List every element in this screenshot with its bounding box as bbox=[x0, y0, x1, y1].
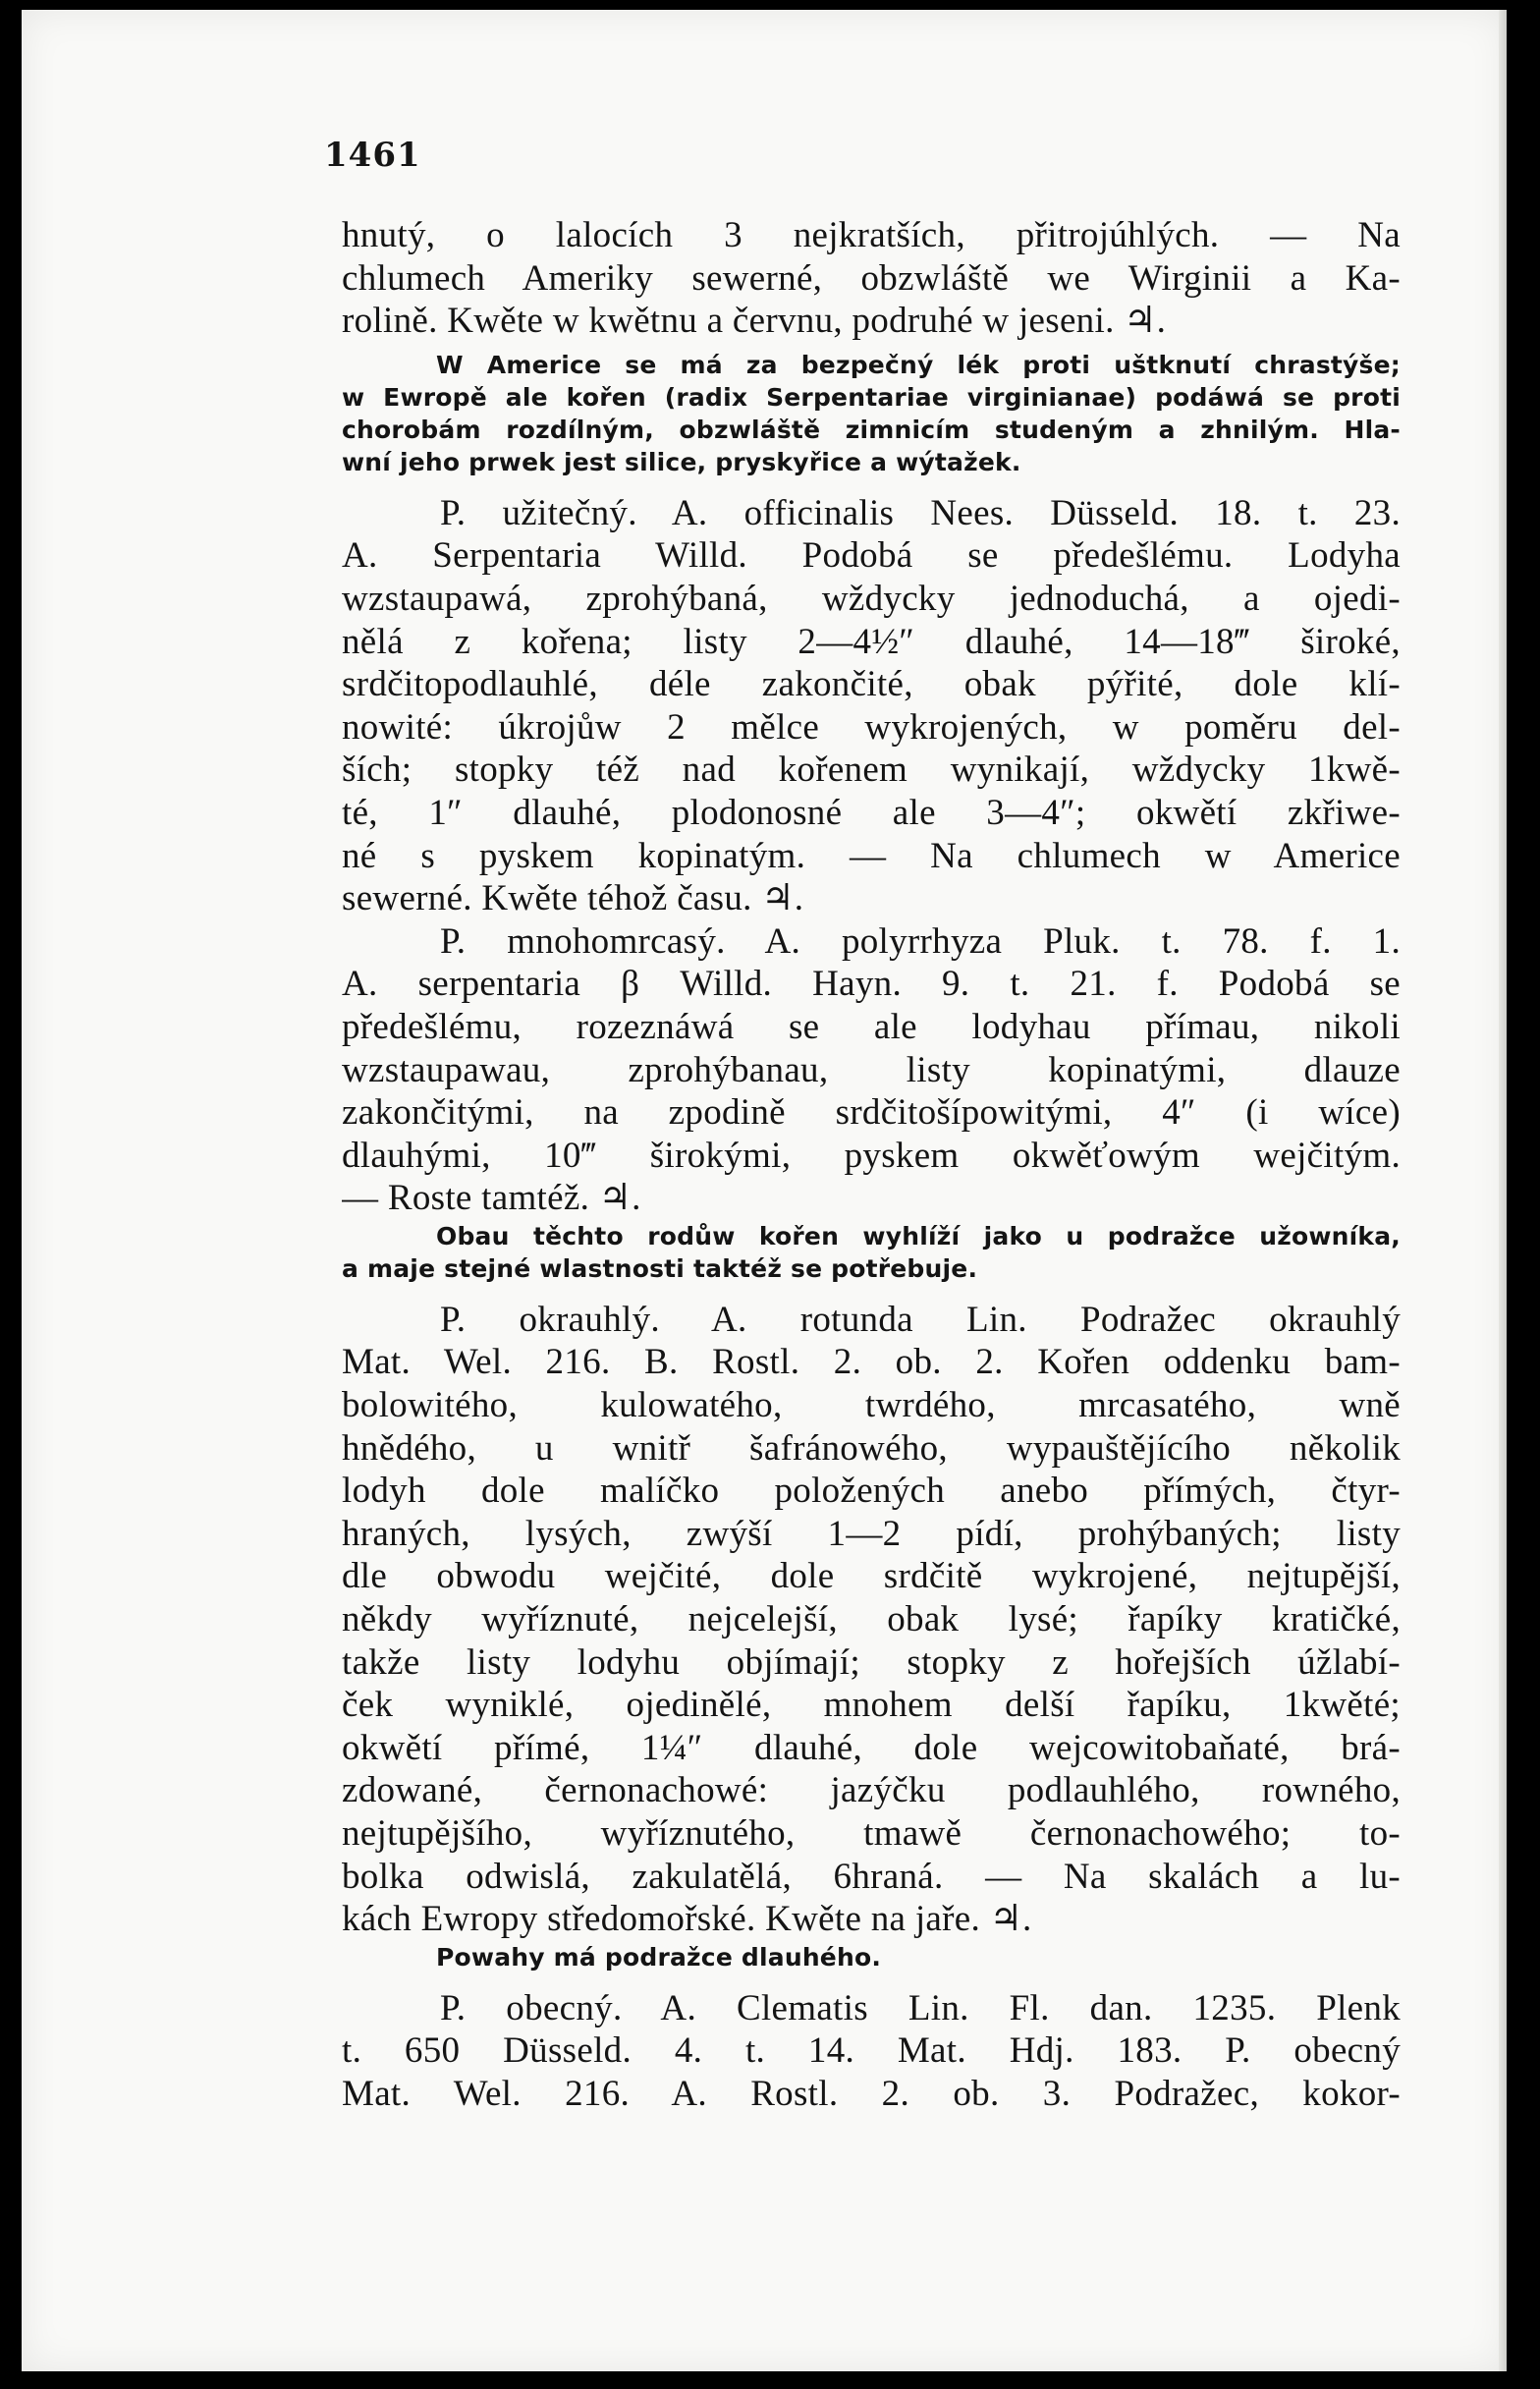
page-number: 1461 bbox=[324, 136, 421, 175]
text-line: A. serpentaria β Willd. Hayn. 9. t. 21. f. Podobá se bbox=[342, 964, 1401, 1005]
text-line: né s pyskem kopinatým. — Na chlumech w Americe bbox=[342, 835, 1401, 876]
text-line: hraných, lysých, zwýší 1—2 pídí, prohýbaných; listy bbox=[342, 1513, 1401, 1554]
note-line: wní jeho prwek jest silice, pryskyřice a wýtažek. bbox=[342, 447, 1021, 476]
text-line: wzstaupawau, zprohýbanau, listy kopinatými, dlauze bbox=[342, 1049, 1401, 1090]
text-line: někdy wyříznuté, nejcelejší, obak lysé; řapíky kratičké, bbox=[342, 1599, 1401, 1640]
text-line: nowité: úkrojůw 2 mělce wykrojených, w poměru del- bbox=[342, 706, 1401, 748]
spacer bbox=[342, 1973, 1401, 1987]
page-edge bbox=[1499, 10, 1507, 2371]
note-line: Obau těchto rodůw kořen wyhlíží jako u podražce užowníka, bbox=[436, 1221, 1401, 1250]
text-line: dlauhými, 10‴ širokými, pyskem okwěťowým wejčitým. bbox=[342, 1135, 1401, 1176]
text-line: okwětí přímé, 1¼″ dlauhé, dole wejcowitobaňaté, brá- bbox=[342, 1727, 1401, 1768]
text-line: předešlému, rozeznáwá se ale lodyhau přímau, nikoli bbox=[342, 1006, 1401, 1047]
text-line: hnědého, u wnitř šafránowého, wypauštějícího několik bbox=[342, 1427, 1401, 1469]
note-line: a maje stejné wlastnosti taktéž se potřebuje. bbox=[342, 1253, 978, 1283]
text-line: wzstaupawá, zprohýbaná, wždycky jednoduchá, a ojedi- bbox=[342, 578, 1401, 619]
note-line: chorobám rozdílným, obzwláště zimnicím studeným a zhnilým. Hla- bbox=[342, 415, 1401, 444]
text-line: dle obwodu wejčité, dole srdčitě wykrojené, nejtupější, bbox=[342, 1556, 1401, 1597]
spacer bbox=[342, 1285, 1401, 1299]
note-line: Powahy má podražce dlauhého. bbox=[436, 1942, 882, 1972]
note-line: W Americe se má za bezpečný lék proti uštknutí chrastýše; bbox=[436, 350, 1401, 379]
note-line: w Ewropě ale kořen (radix Serpentariae virginianae) podáwá se proti bbox=[342, 382, 1401, 412]
text-line: nělá z kořena; listy 2—4½″ dlauhé, 14—18‴ široké, bbox=[342, 621, 1401, 662]
text-line: té, 1″ dlauhé, plodonosné ale 3—4″; okwětí zkřiwe- bbox=[342, 792, 1401, 833]
text-line: bolka odwislá, zakulatělá, 6hraná. — Na skalách a lu- bbox=[342, 1856, 1401, 1897]
text-line: kách Ewropy středomořské. Kwěte na jaře. ♃. bbox=[342, 1899, 1032, 1940]
text-line: zdowané, černonachowé: jazýčku podlauhlého, rowného, bbox=[342, 1770, 1401, 1811]
spacer bbox=[342, 478, 1401, 492]
species-heading-line: P. okrauhlý. A. rotunda Lin. Podražec okrauhlý bbox=[440, 1299, 1401, 1340]
text-line: rolině. Kwěte w kwětnu a červnu, podruhé w jeseni. ♃. bbox=[342, 301, 1167, 342]
species-heading-line: P. obecný. A. Clematis Lin. Fl. dan. 1235. Plenk bbox=[440, 1987, 1401, 2028]
text-line: chlumech Ameriky sewerné, obzwláště we Wirginii a Ka- bbox=[342, 257, 1401, 299]
body-text bbox=[342, 214, 1401, 2116]
species-heading-line: P. užitečný. A. officinalis Nees. Düsseld. 18. t. 23. bbox=[440, 492, 1401, 533]
text-line: srdčitopodlauhlé, déle zakončité, obak pýřité, dole klí- bbox=[342, 664, 1401, 705]
text-line: nejtupějšího, wyříznutého, tmawě černonachowého; to- bbox=[342, 1813, 1401, 1854]
text-line: t. 650 Düsseld. 4. t. 14. Mat. Hdj. 183. P. obecný bbox=[342, 2030, 1401, 2072]
text-line: zakončitými, na zpodině srdčitošípowitými, 4″ (i wíce) bbox=[342, 1092, 1401, 1134]
text-line: takže listy lodyhu objímají; stopky z hořejších úžlabí- bbox=[342, 1641, 1401, 1683]
text-line: — Roste tamtéž. ♃. bbox=[342, 1178, 641, 1219]
text-line: bolowitého, kulowatého, twrdého, mrcasatého, wně bbox=[342, 1385, 1401, 1426]
text-line: ších; stopky též nad kořenem wynikají, wždycky 1kwě- bbox=[342, 750, 1401, 791]
species-heading-line: P. mnohomrcasý. A. polyrrhyza Pluk. t. 78. f. 1. bbox=[440, 920, 1401, 962]
text-line: A. Serpentaria Willd. Podobá se předešlému. Lodyha bbox=[342, 535, 1401, 577]
text-line: Mat. Wel. 216. A. Rostl. 2. ob. 3. Podražec, kokor- bbox=[342, 2073, 1401, 2114]
text-line: ček wyniklé, ojedinělé, mnohem delší řapíku, 1kwěté; bbox=[342, 1685, 1401, 1726]
text-line: sewerné. Kwěte téhož času. ♃. bbox=[342, 878, 804, 919]
text-line: hnutý, o lalocích 3 nejkratších, přitrojúhlých. — Na bbox=[342, 215, 1401, 255]
text-line: Mat. Wel. 216. B. Rostl. 2. ob. 2. Kořen oddenku bam- bbox=[342, 1342, 1401, 1383]
text-line: lodyh dole malíčko položených anebo přímých, čtyr- bbox=[342, 1471, 1401, 1512]
